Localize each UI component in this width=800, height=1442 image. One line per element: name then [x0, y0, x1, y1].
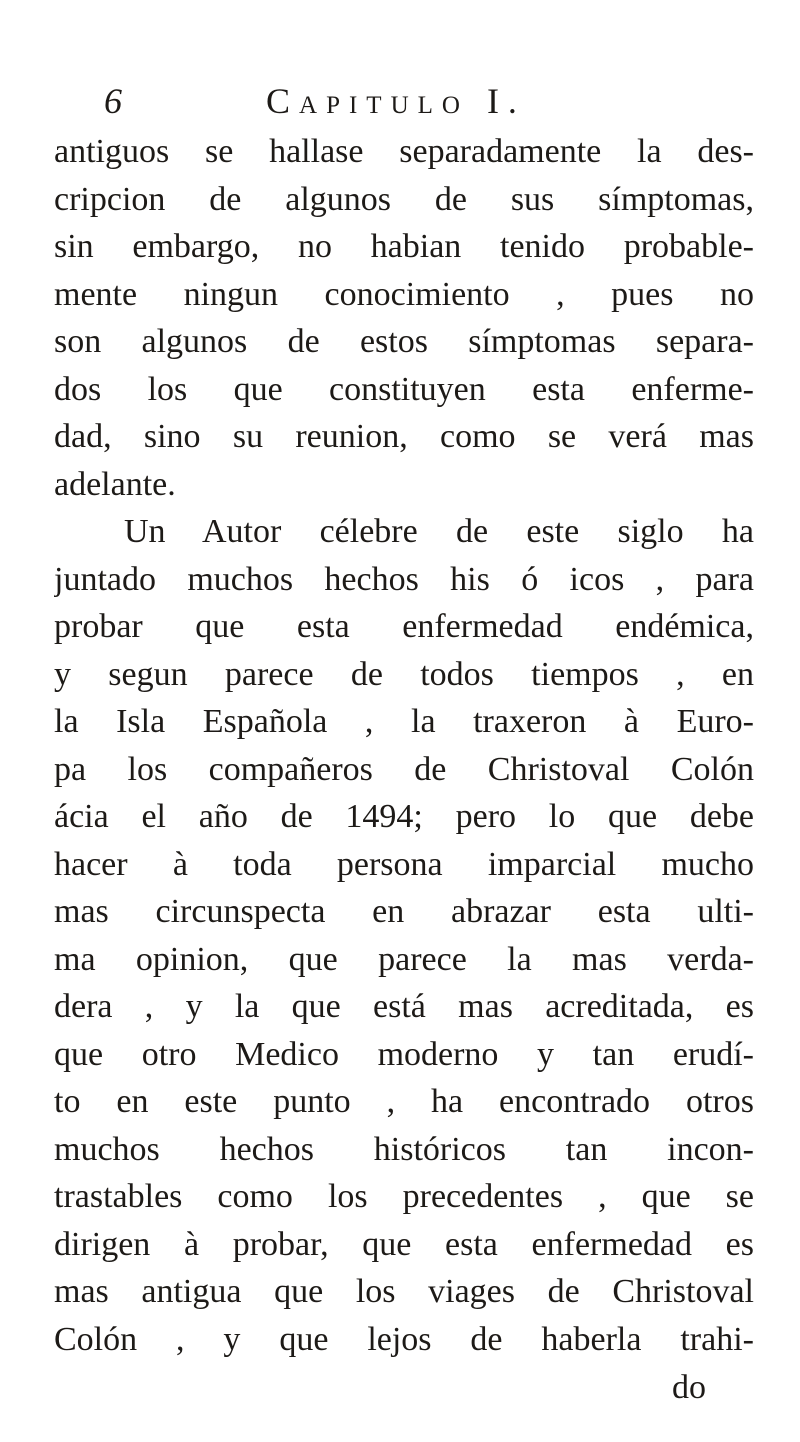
catchword: do — [672, 1369, 706, 1406]
body-text — [54, 128, 754, 1363]
text-line: mas antigua que los viages de Christoval — [54, 1273, 754, 1310]
text-line: Un Autor célebre de este siglo ha — [124, 513, 754, 550]
running-head: Capitulo I. — [266, 81, 526, 121]
text-line: juntado muchos hechos his ó icos , para — [54, 560, 754, 598]
text-line: que otro Medico moderno y tan erudí- — [54, 1035, 754, 1073]
text-line: la Isla Española , la traxeron à Euro- — [54, 703, 754, 740]
text-line: mas circunspecta en abrazar esta ulti- — [54, 893, 754, 930]
text-line: trastables como los precedentes , que se — [54, 1178, 754, 1215]
text-line: ácia el año de 1494; pero lo que debe — [54, 798, 754, 835]
text-line: cripcion de algunos de sus símptomas, — [54, 180, 754, 218]
text-line: dos los que constituyen esta enferme- — [54, 370, 754, 408]
text-line: antiguos se hallase separadamente la des- — [54, 133, 754, 170]
text-line: adelante. — [54, 465, 176, 503]
text-line: pa los compañeros de Christoval Colón — [54, 750, 754, 788]
text-line: son algunos de estos símptomas separa- — [54, 323, 754, 360]
text-line: sin embargo, no habian tenido probable- — [54, 228, 754, 265]
text-line: mente ningun conocimiento , pues no — [54, 275, 754, 313]
text-line: y segun parece de todos tiempos , en — [54, 655, 754, 693]
text-line: muchos hechos históricos tan incon- — [54, 1130, 754, 1168]
text-line: ma opinion, que parece la mas verda- — [54, 940, 754, 978]
text-line: dad, sino su reunion, como se verá mas — [54, 418, 754, 455]
text-line: hacer à toda persona imparcial mucho — [54, 845, 754, 883]
text-line: Colón , y que lejos de haberla trahi- — [54, 1320, 754, 1358]
text-line: dirigen à probar, que esta enfermedad es — [54, 1225, 754, 1263]
page-header — [104, 76, 724, 126]
text-line: dera , y la que está mas acreditada, es — [54, 988, 754, 1025]
page-number: 6 — [104, 81, 122, 121]
text-line: probar que esta enfermedad endémica, — [54, 608, 754, 645]
text-line: to en este punto , ha encontrado otros — [54, 1083, 754, 1120]
